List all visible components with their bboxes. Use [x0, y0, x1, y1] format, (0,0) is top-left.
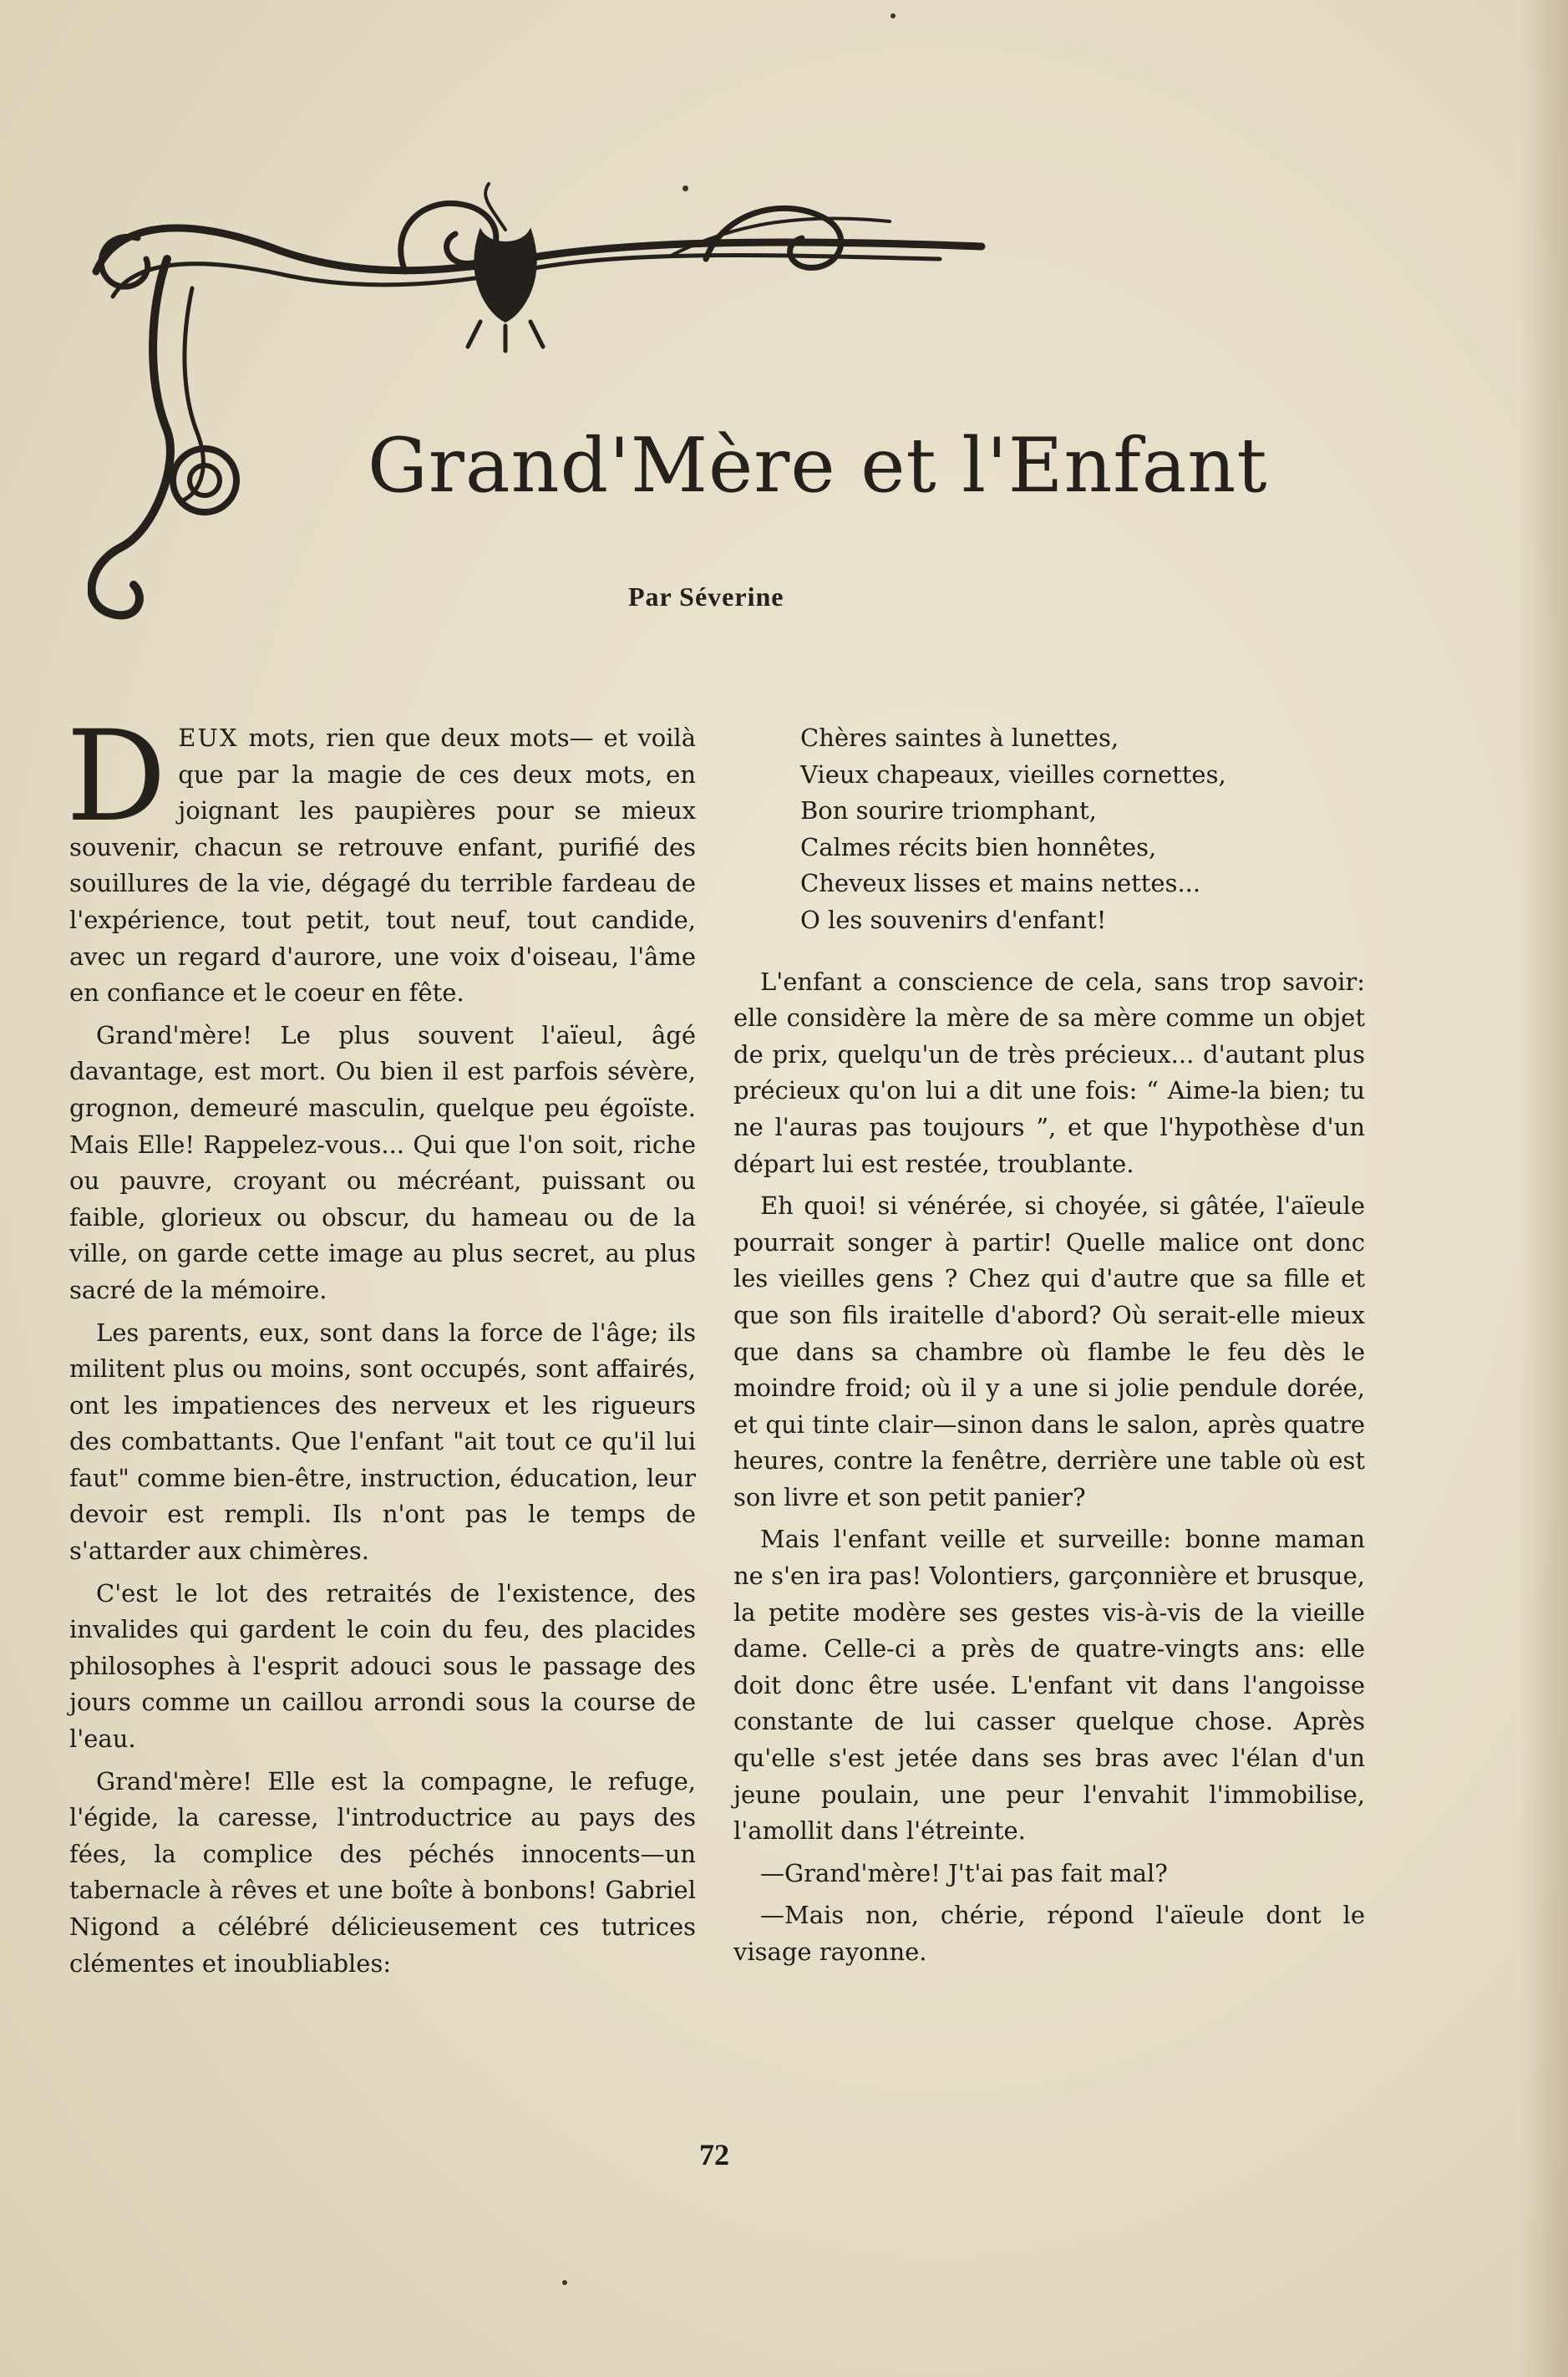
paragraph: Eh quoi! si vénérée, si choyée, si gâtée, l'aïeule pourrait songer à partir! Quelle malice ont donc les vieilles gens ? Chez qui d'autre que sa fille et que son fils iraitelle d'abord? Où serait-elle mieux que dans sa chambre où flambe le feu dès le moindre froid; où il y a une si jolie pendule dorée, et qui tinte clair—sinon dans le salon, après quatre heures, contre la fenêtre, derrière une table où est son livre et son petit panier? — [733, 1191, 1365, 1511]
poem-line: O les souvenirs d'enfant! — [800, 905, 1107, 934]
page-edge-shadow — [1518, 0, 1568, 2377]
first-word-rest: EUX — [178, 724, 239, 752]
article-title: Grand'Mère et l'Enfant — [368, 422, 1268, 510]
left-column — [66, 704, 696, 1988]
poem-line: Bon sourire triomphant, — [800, 796, 1097, 825]
print-speck — [891, 13, 896, 18]
poem-line: Vieux chapeaux, vieilles cornettes, — [800, 759, 1226, 789]
paragraph: —Grand'mère! J't'ai pas fait mal? — [760, 1858, 1168, 1887]
paragraph: C'est le lot des retraités de l'existence, des invalides qui gardent le coin du feu, des placides philosophes à l'esprit adouci sous le passage des jours comme un caillou arrondi sous la course de l'eau. — [69, 1578, 696, 1754]
article-byline: Par Séverine — [628, 582, 784, 612]
paragraph: L'enfant a conscience de cela, sans trop savoir: elle considère la mère de sa mère comme un objet de prix, quelqu'un de très précieux... d'autant plus précieux qu'on lui a dit une fois: “ Aime-la bien; tu ne l'auras pas toujours ”, et que l'hypothèse d'un départ lui est restée, troublante. — [733, 967, 1365, 1178]
page-number: 72 — [699, 2138, 729, 2171]
poem-line: Chères saintes à lunettes, — [800, 724, 1119, 752]
print-speck — [562, 2280, 567, 2285]
poem-line: Calmes récits bien honnêtes, — [800, 832, 1157, 861]
paragraph: Les parents, eux, sont dans la force de l'âge; ils militent plus ou moins, sont occupés, sont affairés, ont les impatiences des nerveux et les rigueurs des combattants. Que l'enfant "ait tout ce qu'il lui faut" comme bien-être, instruction, éducation, leur devoir est rempli. Ils n'ont pas le temps de s'attarder aux chimères. — [69, 1318, 696, 1566]
poem-stanza — [800, 720, 1365, 939]
scroll-ornament — [88, 180, 990, 648]
poem-line: Cheveux lisses et mains nettes... — [800, 869, 1201, 898]
paragraph-intro — [66, 704, 696, 1012]
paragraph: Grand'mère! Le plus souvent l'aïeul, âgé davantage, est mort. Ou bien il est parfois sévère, grognon, demeuré masculin, quelque peu égoïste. Mais Elle! Rappelez-vous... Qui que l'on soit, riche ou pauvre, croyant ou mécréant, puissant ou faible, glorieux ou obscur, du hameau ou de la ville, on garde cette image au plus secret, au plus sacré de la mémoire. — [69, 1020, 696, 1304]
print-speck — [683, 185, 688, 191]
paragraph: Grand'mère! Elle est la compagne, le refuge, l'égide, la caresse, l'introductrice au pays des fées, la complice des péchés innocents—un tabernacle à rêves et une boîte à bonbons! Gabriel Nigond a célébré délicieusement ces tutrices clémentes et inoubliables: — [69, 1766, 696, 1978]
paragraph: Mais l'enfant veille et surveille: bonne maman ne s'en ira pas! Volontiers, garçonnière et brusque, la petite modère ses gestes vis-à-vis de la vieille dame. Celle-ci a près de quatre-vingts ans: elle doit donc être usée. L'enfant vit dans l'angoisse constante de lui casser quelque chose. Après qu'elle s'est jetée dans ses bras avec l'élan d'un jeune poulain, une peur l'envahit l'immobilise, l'amollit dans l'étreinte. — [733, 1525, 1365, 1846]
paragraph-text: mots, rien que deux mots— et voilà que par la magie de ces deux mots, en joignant les paupières pour se mieux souvenir, chacun se retrouve enfant, purifié des souillures de la vie, dégagé du terrible fardeau de l'expérience, tout petit, tout neuf, tout candide, avec un regard d'aurore, une voix d'oiseau, l'âme en confiance et le coeur en fête. — [69, 724, 696, 1008]
paragraph: —Mais non, chérie, répond l'aïeule dont le visage rayonne. — [733, 1901, 1365, 1966]
right-column — [733, 720, 1365, 1977]
drop-cap: D — [66, 704, 167, 850]
